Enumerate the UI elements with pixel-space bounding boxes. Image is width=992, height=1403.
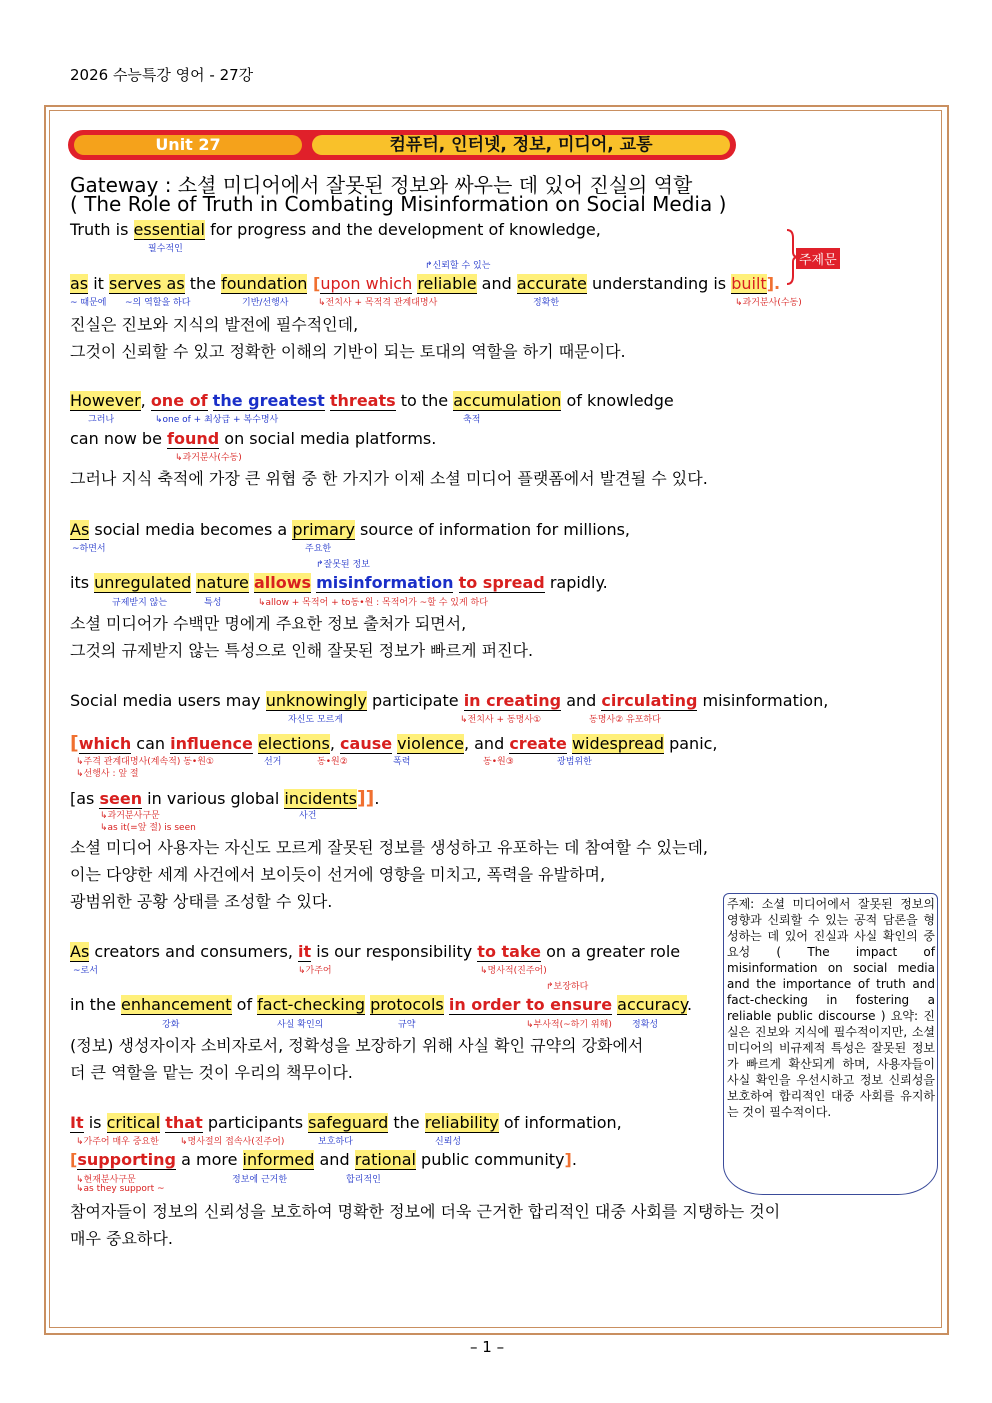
s5-note1a: ~로서 xyxy=(73,966,98,976)
s6-note1b: ↳명사절의 접속사(진주어) xyxy=(180,1137,285,1147)
gateway-title-ko: Gateway : 소셜 미디어에서 잘못된 정보와 싸우는 데 있어 진실의 역할 xyxy=(70,173,693,197)
s1-translation1: 진실은 진보와 지식의 발전에 필수적인데, xyxy=(70,315,359,334)
s6-note2a: ↳현재분사구문 xyxy=(76,1175,136,1185)
s3-translation2: 그것의 규제받지 않는 특성으로 인해 잘못된 정보가 빠르게 퍼진다. xyxy=(70,641,534,660)
s3-note3a: 규제받지 않는 xyxy=(112,598,168,608)
s3-line1: As social media becomes a primary source of information for millions, xyxy=(70,520,630,539)
s5-note1c: ↳명사적(진주어) xyxy=(480,966,547,976)
s6-line2: [supporting a more informed and rational public community]. xyxy=(70,1150,577,1169)
unit-topic: 컴퓨터, 인터넷, 정보, 미디어, 교통 xyxy=(389,135,653,155)
s1-note3b: ~의 역할을 하다 xyxy=(125,298,191,308)
s4-note1a: 자신도 모르게 xyxy=(288,715,344,725)
s6-note1d: 신뢰성 xyxy=(435,1137,462,1147)
s5-line2: in the enhancement of fact-checking protocols in order to ensure accuracy. xyxy=(70,995,693,1014)
topic-sentence-tag: 주제문 xyxy=(796,248,840,269)
s5-note3c: 규약 xyxy=(398,1020,416,1030)
s1-note3a: ~ 때문에 xyxy=(70,298,107,308)
s4-translation2: 이는 다양한 세계 사건에서 보이듯이 선거에 영향을 미치고, 폭력을 유발하며, xyxy=(70,865,606,884)
s4-note4b: 사건 xyxy=(299,811,317,821)
s6-note1a: ↳가주어 매우 중요한 xyxy=(76,1137,159,1147)
document-header: 2026 수능특강 영어 - 27강 xyxy=(70,66,254,84)
s4-note2d: 폭력 xyxy=(393,757,411,767)
s3-note3c: ↳allow + 목적어 + to동•원 : 목적어가 ~할 수 있게 하다 xyxy=(258,598,488,608)
s4-note3: ↳선행사 : 앞 절 xyxy=(76,769,139,779)
s1-line1: Truth is essential for progress and the development of knowledge, xyxy=(70,220,601,239)
s6-translation1: 참여자들이 정보의 신뢰성을 보호하여 명확한 정보에 더욱 근거한 합리적인 대중 사회를 지탱하는 것이 xyxy=(70,1202,781,1221)
s2-note1b: ↳one of + 최상급 + 복수명사 xyxy=(155,415,279,425)
page-number: – 1 – xyxy=(470,1338,505,1356)
s5-note3b: 사실 확인의 xyxy=(277,1020,324,1030)
s2-note1a: 그러나 xyxy=(88,415,115,425)
s4-note2f: 광범위한 xyxy=(557,757,592,767)
s2-line2: can now be found on social media platforms. xyxy=(70,429,437,448)
s4-note1b: ↳전치사 + 동명사① xyxy=(460,715,542,725)
s2-note2: ↳과거분사(수동) xyxy=(175,453,242,463)
s5-note2: ↱보장하다 xyxy=(546,982,589,992)
s6-note2c: 합리적인 xyxy=(346,1175,381,1185)
s3-line2: its unregulated nature allows misinformation to spread rapidly. xyxy=(70,573,608,592)
s2-line1: However, one of the greatest threats to the accumulation of knowledge xyxy=(70,391,674,410)
gateway-title-en: ( The Role of Truth in Combating Misinformation on Social Media ) xyxy=(70,192,727,216)
s1-line2: as it serves as the foundation [upon which reliable and accurate understanding is built]. xyxy=(70,274,781,293)
s5-note3e: 정확성 xyxy=(632,1020,659,1030)
s2-note1c: 축적 xyxy=(463,415,481,425)
s3-translation1: 소셜 미디어가 수백만 명에게 주요한 정보 출처가 되면서, xyxy=(70,614,467,633)
s4-translation1: 소셜 미디어 사용자는 자신도 모르게 잘못된 정보를 생성하고 유포하는 데 참여할 수 있는데, xyxy=(70,838,708,857)
s4-line3: [as seen in various global incidents]]. xyxy=(70,787,380,809)
s1-note3d: ↳전치사 + 목적격 관계대명사 xyxy=(318,298,438,308)
unit-label: Unit 27 xyxy=(155,135,221,154)
s4-note4a: ↳과거분사구문 xyxy=(100,811,160,821)
s3-note3b: 특성 xyxy=(204,598,222,608)
s5-note3d: ↳부사적(~하기 위해) xyxy=(526,1020,612,1030)
s5-note1b: ↳가주어 xyxy=(298,966,332,976)
s4-note1c: 동명사② 유포하다 xyxy=(589,715,661,725)
s5-note3a: 강화 xyxy=(162,1020,180,1030)
s1-translation2: 그것이 신뢰할 수 있고 정확한 이해의 기반이 되는 토대의 역할을 하기 때문이다. xyxy=(70,342,626,361)
s6-note3: ↳as they support ~ xyxy=(76,1184,165,1194)
s6-note2b: 정보에 근거한 xyxy=(232,1175,288,1185)
s4-note2a: ↳주격 관계대명사(계속적) 동•원① xyxy=(76,757,214,767)
s4-line2: [which can influence elections, cause violence, and create widespread panic, xyxy=(70,732,718,754)
s4-line1: Social media users may unknowingly participate in creating and circulating misinformation, xyxy=(70,691,829,710)
s3-note2: ↱잘못된 정보 xyxy=(316,560,370,570)
s5-translation2: 더 큰 역할을 맡는 것이 우리의 책무이다. xyxy=(70,1063,353,1082)
s4-note2b: 선거 xyxy=(264,757,282,767)
s3-note1a: ~하면서 xyxy=(72,544,106,554)
s1-note2: ↱신뢰할 수 있는 xyxy=(425,261,491,271)
s5-line1: As creators and consumers, it is our responsibility to take on a greater role xyxy=(70,942,681,961)
s1-note3e: 정확한 xyxy=(533,298,560,308)
s4-translation3: 광범위한 공황 상태를 조성할 수 있다. xyxy=(70,892,333,911)
s6-note1c: 보호하다 xyxy=(318,1137,353,1147)
s4-note2c: 동•원② xyxy=(317,757,348,767)
s1-note1: 필수적인 xyxy=(148,244,183,254)
s6-line1: It is critical that participants safeguard the reliability of information, xyxy=(70,1113,622,1132)
s1-note3f: ↳과거분사(수동) xyxy=(735,298,802,308)
s4-note5: ↳as it(=앞 절) is seen xyxy=(100,823,196,833)
summary-text: 주제: 소셜 미디어에서 잘못된 정보의 영향과 신뢰할 수 있는 공적 담론을 형성하는 데 있어 진실과 사실 확인의 중요성 ( The impact of misinformation on social media and the importance of truth and fact-checking in fostering a reliable public discourse ) 요약: 진실은 진보와 지식에 필수적이지만, 소셜 미디어의 비규제적 특성은 잘못된 정보가 빠르게 확산되게 하며, 사용자들이 사실 확인을 우선시하고 정보 신뢰성을 보호하여 합리적인 대중 사회를 유지하는 것이 필수적이다. xyxy=(727,897,935,1119)
s1-note3c: 기반/선행사 xyxy=(242,298,289,308)
s5-translation1: (정보) 생성자이자 소비자로서, 정확성을 보장하기 위해 사실 확인 규약의 강화에서 xyxy=(70,1036,644,1055)
s4-note2e: 동•원③ xyxy=(483,757,514,767)
s3-note1b: 주요한 xyxy=(305,544,332,554)
s2-translation1: 그러나 지식 축적에 가장 큰 위협 중 한 가지가 이제 소셜 미디어 플랫폼에서 발견될 수 있다. xyxy=(70,469,708,488)
s6-translation2: 매우 중요하다. xyxy=(70,1229,173,1248)
